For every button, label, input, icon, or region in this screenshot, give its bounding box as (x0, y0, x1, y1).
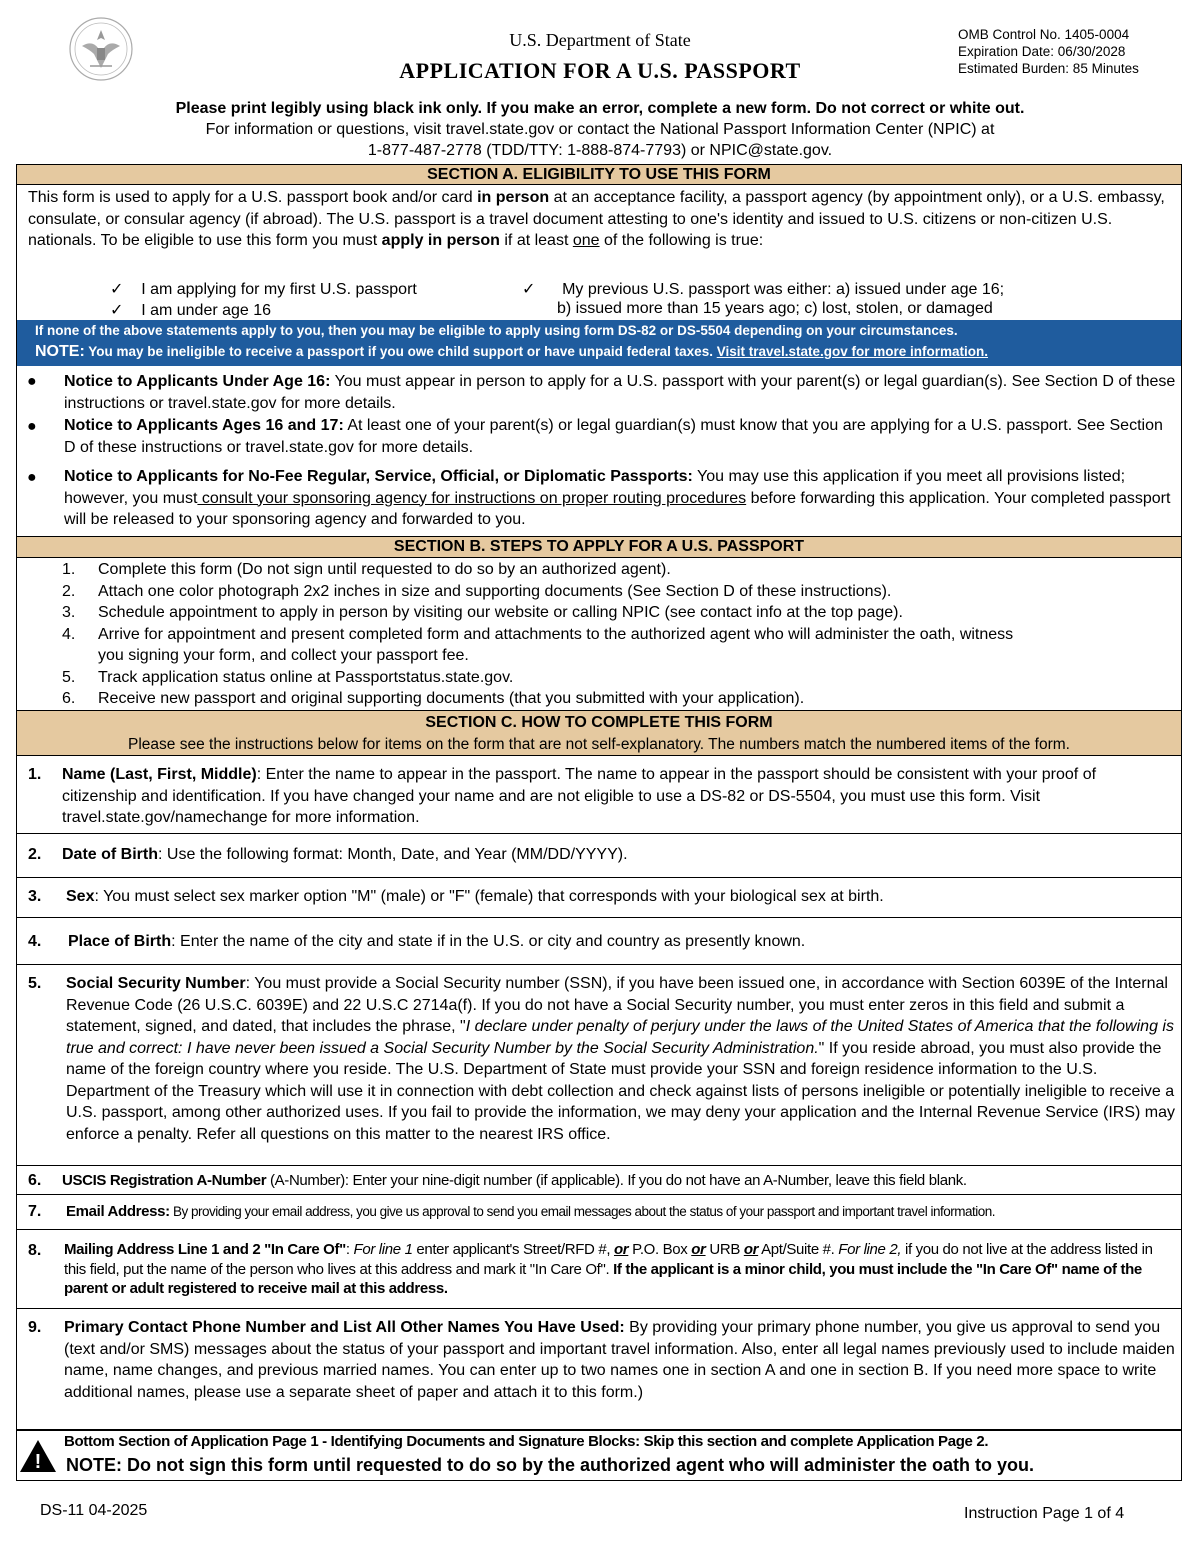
step-2 (62, 581, 1172, 603)
or-label: or (613, 1241, 629, 1258)
banner-note-label: NOTE: (35, 343, 85, 360)
notice-no-fee (64, 466, 1174, 531)
item-sex-title: Sex (66, 888, 95, 905)
item-mailing-text: Apt/Suite #. (758, 1241, 839, 1258)
step-text: Attach one color photograph 2x2 inches in size and supporting documents (See Section D of these instructions). (98, 582, 892, 600)
notice-no-fee-title: Notice to Applicants for No-Fee Regular, Service, Official, or Diplomatic Passports: (64, 468, 693, 485)
checkmark-icon: ✓ (522, 281, 536, 298)
checkmark-icon: ✓ (110, 302, 124, 319)
item-ssn-title: Social Security Number (66, 975, 246, 992)
item-number: 6. (28, 1172, 42, 1189)
divider (17, 877, 1181, 878)
bullet-icon: ● (27, 373, 37, 390)
item-name-title: Name (Last, First, Middle) (62, 766, 257, 783)
notice-16-17-title: Notice to Applicants Ages 16 and 17: (64, 417, 344, 434)
item-number: 2. (28, 846, 42, 863)
check-previous-passport-label: My previous U.S. passport was either: a) issued under age 16; (562, 281, 1005, 298)
divider (17, 1229, 1181, 1230)
section-a-text-3: if at least (499, 232, 573, 249)
checkmark-icon: ✓ (110, 281, 124, 298)
item-number: 8. (28, 1242, 42, 1259)
item-pob-text: : Enter the name of the city and state if in the U.S. or city and country as presently known. (171, 933, 806, 950)
item-dob-title: Date of Birth (62, 846, 158, 863)
intro-contact: For information or questions, visit travel.state.gov or contact the National Passport Information Center (NPIC) at (205, 121, 995, 138)
step-6 (62, 688, 1172, 710)
check-under-16 (110, 300, 271, 320)
warning-mark: ! (34, 1451, 42, 1473)
section-c-title: SECTION C. HOW TO COMPLETE THIS FORM (425, 714, 773, 731)
notice-16-17-text: At least one of your parent(s) or legal guardian(s) must know that you are applying for a U.S. passport. See Section D of these instructions or travel.state.gov for more details. (64, 417, 1163, 456)
section-b-header: SECTION B. STEPS TO APPLY FOR A U.S. PASSPORT (17, 536, 1181, 558)
item-name-text: : Enter the name to appear in the passport. The name to appear in the passport should be consistent with your proof of citizenship and identification. If you have changed your name and are not eligible to use a DS-82 or DS-5504, you must use this form. Visit travel.state.gov/namechange for more information. (62, 766, 1097, 826)
step-number: 1. (62, 561, 76, 578)
item-number: 7. (28, 1203, 42, 1220)
divider (17, 1429, 1181, 1431)
eligibility-banner (17, 320, 1181, 366)
section-a-paragraph (28, 187, 1178, 252)
section-a-in-person: in person (477, 189, 550, 206)
item-mailing-minor: If the applicant is a minor child, you must include the "In Care Of" name of the parent or adult registered to receive mail at this address. (64, 1260, 1142, 1297)
divider (17, 1194, 1181, 1195)
item-name (62, 764, 1172, 829)
step-number: 6. (62, 690, 76, 707)
notice-under-16-text: You must appear in person to apply for a U.S. passport with your parent(s) or legal guardian(s). See Section D of these instructions or travel.state.gov for more details. (64, 373, 1176, 412)
step-1 (62, 559, 1172, 581)
warning-line-2: NOTE: Do not sign this form until requested to do so by the authorized agent who will administer the oath to you. (66, 1455, 1035, 1475)
section-a-apply-in-person: apply in person (381, 232, 500, 249)
item-number: 1. (28, 766, 42, 783)
step-text: Arrive for appointment and present completed form and attachments to the authorized agent who will administer the oath, witness (98, 625, 1014, 643)
item-mailing-text: P.O. Box (628, 1241, 692, 1258)
step-text: Track application status online at Passportstatus.state.gov. (98, 668, 514, 686)
divider (17, 917, 1181, 918)
item-ssn-text-1: : You must provide a Social Security number (SSN), if you have been issued one, in accordance with Section 6039E of the Internal Revenue Code (26 U.S.C. 6039E) and 22 U.S.C 2714a(f). If you do not have a Social Security number, you must enter zeros in this field and submit a statement, signed, and dated, that includes the phrase, " (66, 975, 1168, 1035)
check-previous-passport (522, 279, 1004, 299)
step-number: 3. (62, 604, 76, 621)
item-a-number (62, 1170, 1176, 1192)
item-number: 5. (28, 975, 42, 992)
item-dob-text: : Use the following format: Month, Date, and Year (MM/DD/YYYY). (158, 846, 628, 863)
item-mailing-title: Mailing Address Line 1 and 2 "In Care Of" (64, 1241, 346, 1258)
intro-phone: 1-877-487-2778 (TDD/TTY: 1-888-874-7793) or NPIC@state.gov. (367, 142, 833, 159)
divider (17, 833, 1181, 834)
item-mailing-address (64, 1240, 1178, 1299)
expiration-date: Expiration Date: 06/30/2028 (958, 44, 1126, 59)
department-name: U.S. Department of State (509, 30, 691, 50)
bullet-icon: ● (27, 469, 37, 486)
bullet-icon: ● (27, 418, 37, 435)
check-under-16-label: I am under age 16 (141, 302, 272, 319)
step-4-cont (62, 645, 1172, 667)
step-text: Complete this form (Do not sign until requested to do so by an authorized agent). (98, 561, 671, 578)
item-email-title: Email Address: (66, 1203, 170, 1220)
intro-warning: Please print legibly using black ink only. If you make an error, complete a new form. Do not correct or white out. (175, 100, 1025, 117)
step-number: 5. (62, 668, 76, 686)
section-a-text-4: of the following is true: (599, 232, 764, 249)
check-first-passport (110, 279, 417, 299)
banner-line-2 (35, 341, 1181, 362)
item-mailing-text: if you do not live at the address listed in this field, put the name of the person who lives at this address and mark it "In Care Of". (64, 1241, 1153, 1278)
or-label: or (743, 1241, 759, 1258)
item-mailing-line1: For line 1 (353, 1241, 413, 1258)
item-sex (66, 886, 1172, 908)
step-4 (62, 624, 1172, 646)
item-email-text: By providing your email address, you give us approval to send you email messages about the status of your passport and important travel information. (169, 1204, 995, 1219)
item-phone-names (64, 1317, 1176, 1403)
item-pob-title: Place of Birth (68, 933, 172, 950)
item-mailing-text: enter applicant's Street/RFD #, (412, 1241, 614, 1258)
notice-16-17 (64, 415, 1168, 458)
omb-block (958, 26, 1139, 77)
item-ssn-phrase: I declare under penalty of perjury under the laws of the United States of America that the following is true and correct: I have never been issued a Social Security Number by the Social Security Administration. (66, 1018, 1174, 1057)
notice-under-16 (64, 371, 1178, 414)
step-5 (62, 667, 1172, 689)
divider (17, 1165, 1181, 1166)
item-mailing-text: URB (705, 1241, 744, 1258)
section-a-text-1: This form is used to apply for a U.S. passport book and/or card (28, 189, 478, 206)
check-first-passport-label: I am applying for my first U.S. passport (141, 281, 417, 298)
step-text: you signing your form, and collect your passport fee. (98, 647, 469, 664)
divider (17, 964, 1181, 965)
divider (17, 1308, 1181, 1309)
estimated-burden: Estimated Burden: 85 Minutes (958, 61, 1139, 76)
step-number: 2. (62, 582, 76, 600)
banner-note-text: You may be ineligible to receive a passport if you owe child support or have unpaid federal taxes. (84, 344, 717, 359)
item-place-of-birth (68, 931, 1172, 953)
item-sex-text: : You must select sex marker option "M" (male) or "F" (female) that corresponds with your biological sex at birth. (94, 888, 884, 905)
step-text: Receive new passport and original supporting documents (that you submitted with your application). (98, 690, 805, 707)
section-a-header: SECTION A. ELIGIBILITY TO USE THIS FORM (17, 164, 1181, 185)
warning-triangle-icon (18, 1438, 58, 1474)
item-ssn-text-2: " If you reside abroad, you must also provide the name of the foreign country where you reside. The U.S. Department of State must provide your SSN and foreign residence information to the U.S. Department of the Treasury which will use it in connection with debt collection and check against lists of persons ineligible or potentially ineligible to receive a U.S. passport, among other authorized uses. If you fail to provide the information, we may deny your application and the Internal Revenue Service (IRS) may enforce a penalty. Refer all questions on this matter to the nearest IRS office. (66, 1039, 1176, 1143)
section-a-one: one (572, 232, 600, 249)
form-id: DS-11 04-2025 (40, 1502, 148, 1519)
item-number: 4. (28, 933, 42, 950)
item-number: 9. (28, 1319, 42, 1336)
item-mailing-text: : (345, 1241, 354, 1258)
banner-link[interactable]: Visit travel.state.gov for more information. (716, 344, 989, 359)
notice-under-16-title: Notice to Applicants Under Age 16: (64, 373, 331, 390)
item-dob (62, 844, 1172, 866)
notice-no-fee-text-1: You may use this application if you meet all provisions listed; however, you must (64, 468, 1126, 507)
item-phone-text: By providing your primary phone number, you give us approval to send you (text and/or SMS) messages about the status of your passport and important travel information. Also, enter all legal names previously used to include maiden name, name changes, and previous married names. You can enter up to two names one in section A and one in section B. If you need more space to write additional names, please use a separate sheet of paper and attach it to this form.) (64, 1319, 1175, 1401)
omb-control: OMB Control No. 1405-0004 (958, 27, 1130, 42)
item-ssn (66, 973, 1176, 1145)
check-previous-passport-2: b) issued more than 15 years ago; c) lost, stolen, or damaged (557, 300, 993, 317)
intro-block (0, 98, 1200, 161)
section-b-steps (62, 559, 1172, 710)
item-a-number-text: (A-Number): Enter your nine-digit number (if applicable). If you do not have an A-Number, leave this field blank. (266, 1172, 967, 1189)
step-number: 4. (62, 625, 76, 643)
item-email (66, 1201, 1180, 1223)
form-title: APPLICATION FOR A U.S. PASSPORT (399, 58, 801, 83)
banner-line-1: If none of the above statements apply to you, then you may be eligible to apply using form DS-82 or DS-5504 depending on your circumstances. (35, 323, 958, 338)
notice-no-fee-underline: consult your sponsoring agency for instructions on proper routing procedures (197, 489, 747, 507)
item-phone-title: Primary Contact Phone Number and List All Other Names You Have Used: (64, 1319, 625, 1336)
section-a-text-2: at an acceptance facility, a passport agency (by appointment only), or a U.S. embassy, consulate, or consular agency (if abroad). The U.S. passport is a travel document attesting to one's identity and issued to U.S. citizens or non-citizen U.S. nationals. To be eligible to use this form you must (28, 189, 1165, 249)
item-number: 3. (28, 888, 42, 905)
notice-no-fee-text-2: before forwarding this application. Your completed passport will be released to your sponsoring agency and forwarded to you. (64, 489, 1171, 528)
warning-line-1: Bottom Section of Application Page 1 - Identifying Documents and Signature Blocks: Skip this section and complete Application Page 2. (64, 1433, 989, 1450)
step-3 (62, 602, 1172, 624)
item-mailing-line2: For line 2, (838, 1241, 902, 1258)
section-c-subtitle: Please see the instructions below for items on the form that are not self-explanatory. The numbers match the numbered items of the form. (128, 736, 1070, 753)
or-label: or (691, 1241, 706, 1258)
page-number: Instruction Page 1 of 4 (964, 1505, 1125, 1522)
item-a-number-title: USCIS Registration A-Number (62, 1172, 267, 1189)
section-c-header (17, 710, 1181, 756)
step-text: Schedule appointment to apply in person by visiting our website or calling NPIC (see contact info at the top page). (98, 604, 903, 621)
